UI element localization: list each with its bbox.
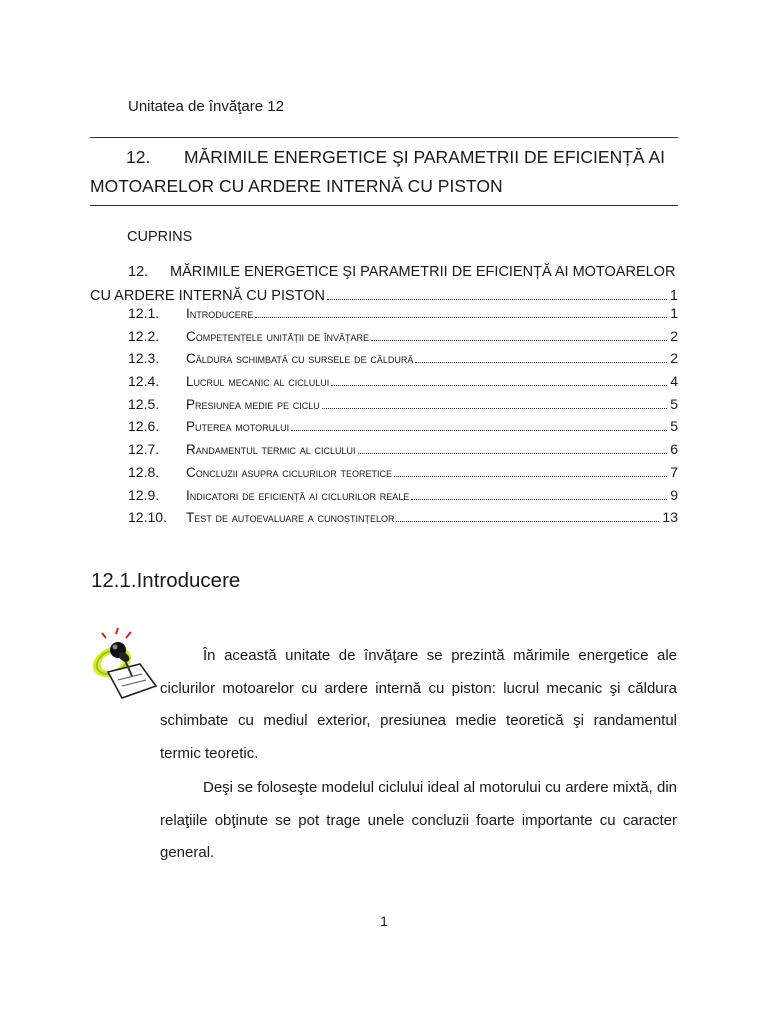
toc-leader-dots [255, 317, 667, 318]
body-paragraph-1: În această unitate de învăţare se prezintă mărimile energetice ale ciclurilor motoarelor cu ardere internă cu piston: lucrul mecanic şi căldura schimbate cu mediul exterior, presiunea medie teoretică şi randamentul termic teoretic. [160, 647, 677, 762]
toc-entry-title: Randamentul termic al ciclului [186, 442, 356, 458]
toc-entry-number: 12.10. [128, 509, 167, 526]
toc-leader-dots [415, 362, 667, 363]
toc-entry-page: 2 [670, 327, 678, 344]
toc-leader-dots [331, 385, 667, 386]
toc-entry[interactable] [90, 396, 678, 419]
toc-entry[interactable] [90, 509, 678, 532]
chapter-number: 12. [126, 147, 151, 167]
toc-entry-title: Presiunea medie pe ciclu [186, 396, 320, 412]
toc-leader-dots [327, 299, 667, 300]
toc-entry-page: 5 [670, 418, 678, 435]
toc-entry[interactable] [90, 350, 678, 373]
toc-main-number: 12. [128, 264, 149, 280]
toc-main-entry[interactable] [90, 260, 678, 308]
chapter-title-line-1 [90, 143, 678, 172]
toc-entry-page: 1 [670, 305, 678, 321]
body-paragraph-2: Deşi se foloseşte modelul ciclului ideal al motorului cu ardere mixtă, din relaţiile obţinute se pot trage unele concluzii foarte importante cu caracter general. [160, 779, 677, 861]
chapter-title-text-1: MĂRIMILE ENERGETICE ŞI PARAMETRII DE EFICIENȚĂ AI [184, 147, 666, 167]
toc-entry[interactable] [90, 373, 678, 396]
toc-entry-title: Concluzii asupra ciclurilor teoretice [186, 464, 393, 480]
toc-leader-dots [394, 476, 667, 477]
toc-entry-number: 12.7. [128, 441, 160, 458]
toc-entry-number: 12.2. [128, 327, 160, 344]
toc-entry-number: 12.5. [128, 395, 160, 412]
toc-leader-dots [411, 499, 667, 500]
section-title: 12.1.Introducere [91, 569, 241, 592]
toc-leader-dots [358, 453, 668, 454]
toc-leader-dots [291, 430, 667, 431]
toc-entry-page: 2 [670, 350, 678, 367]
toc-entry-title: Introducere [186, 306, 254, 321]
toc-entry-title: Competențele unității de învățare [186, 328, 370, 344]
toc-entry[interactable] [90, 328, 678, 351]
section-body [160, 640, 677, 872]
toc-leader-dots [322, 408, 667, 409]
toc-entry-title: Puterea motorului [186, 419, 290, 435]
toc-entry-number: 12.3. [128, 350, 160, 367]
toc-list [90, 305, 678, 532]
toc-leader-dots [396, 521, 659, 522]
toc-leader-dots [371, 340, 667, 341]
toc-main-title-2: CU ARDERE INTERNĂ CU PISTON [90, 288, 325, 304]
toc-entry-title: Căldura schimbată cu sursele de căldură [186, 351, 414, 367]
toc-entry-number: 12.6. [128, 418, 160, 435]
toc-main-page: 1 [669, 288, 678, 304]
toc-main-title-1: MĂRIMILE ENERGETICE ŞI PARAMETRII DE EFICIENȚĂ AI MOTOARELOR [170, 264, 676, 280]
toc-entry[interactable] [90, 487, 678, 510]
toc-entry-page: 4 [670, 373, 678, 390]
chapter-title-line-2: MOTOARELOR CU ARDERE INTERNĂ CU PISTON [90, 176, 503, 196]
toc-entry-title: Indicatori de eficiență ai ciclurilor reale [186, 487, 410, 503]
toc-entry-title: Test de autoevaluare a cunoștințelor [186, 510, 395, 526]
running-header: Unitatea de învăţare 12 [128, 98, 284, 115]
toc-entry[interactable] [90, 464, 678, 487]
toc-entry-page: 5 [670, 395, 678, 412]
pushpin-note-icon [88, 628, 158, 700]
toc-entry[interactable] [90, 418, 678, 441]
toc-entry-number: 12.1. [128, 305, 160, 321]
toc-entry-page: 13 [662, 509, 678, 526]
toc-entry-page: 7 [670, 463, 678, 480]
toc-entry-number: 12.9. [128, 486, 160, 503]
toc-entry-page: 9 [670, 486, 678, 503]
toc-entry[interactable] [90, 305, 678, 328]
toc-main-line-1 [90, 260, 678, 284]
toc-entry[interactable] [90, 441, 678, 464]
pushpin-note-icon [88, 628, 158, 700]
toc-entry-page: 6 [670, 441, 678, 458]
toc-entry-number: 12.8. [128, 463, 160, 480]
toc-heading: CUPRINS [127, 229, 193, 245]
page-number: 1 [380, 913, 388, 929]
toc-entry-title: Lucrul mecanic al ciclului [186, 374, 330, 390]
chapter-title [90, 137, 678, 206]
toc-entry-number: 12.4. [128, 373, 160, 390]
